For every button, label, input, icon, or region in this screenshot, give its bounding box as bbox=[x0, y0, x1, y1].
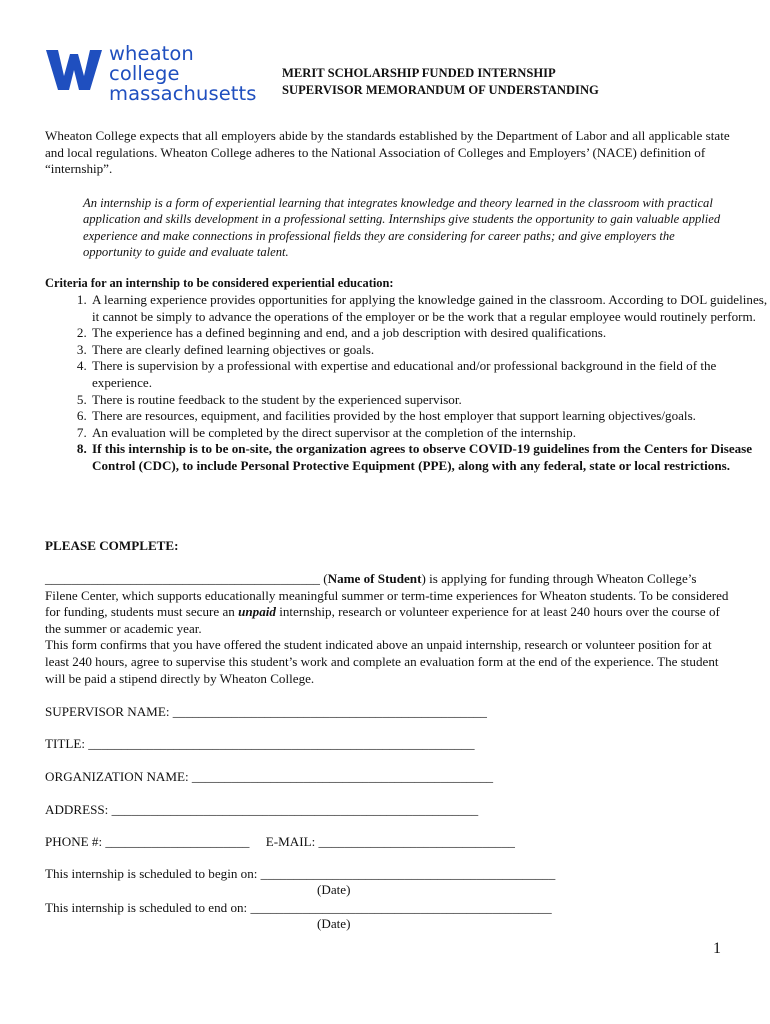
begin-date-field[interactable]: This internship is scheduled to begin on: _____________________________________________ bbox=[45, 866, 556, 881]
title-line-1: MERIT SCHOLARSHIP FUNDED INTERNSHIP bbox=[282, 66, 556, 80]
student-funding-paragraph: __________________________________________ (Name of Student) is applying for funding through Wheaton College’s Filene Center, which supports educationally meaningful summer or term-time experiences for Wheaton students. To be considered for funding, students must secure an unpaid internship, research or volunteer experience for at least 240 hours over the course of the summer or academic year. This form confirms that you have offered the student indicated above an unpaid internship, research or volunteer position for at least 240 hours, agree to supervise this student’s work and complete an evaluation form at the end of the experience. The student will be paid a stipend directly by Wheaton College. bbox=[45, 571, 729, 686]
criteria-item: 3. There are clearly defined learning objectives or goals. bbox=[90, 342, 770, 359]
criteria-item: 4. There is supervision by a professional with expertise and educational and/or professional background in the field of the experience. bbox=[90, 358, 770, 391]
criteria-list bbox=[45, 292, 770, 475]
begin-date-caption: (Date) bbox=[317, 882, 351, 897]
student-name-label: Name of Student bbox=[327, 571, 422, 586]
intro-paragraph: Wheaton College expects that all employers abide by the standards established by the Department of Labor and all applicable state and local regulations. Wheaton College adheres to the National Association of Colleges and Employers’ (NACE) definition of “internship”. bbox=[45, 128, 730, 177]
logo-line-massachusetts: massachusetts bbox=[109, 82, 257, 105]
criteria-heading: Criteria for an internship to be considered experiential education: bbox=[45, 276, 394, 290]
title-field[interactable]: TITLE: ___________________________________________________________ bbox=[45, 736, 475, 751]
wheaton-college-logo bbox=[46, 44, 276, 108]
unpaid-emphasis: unpaid bbox=[238, 604, 276, 620]
student-name-blank[interactable]: __________________________________________ bbox=[45, 571, 320, 586]
logo-line-college: college bbox=[109, 62, 180, 85]
page-number: 1 bbox=[713, 940, 721, 957]
wheaton-w-icon bbox=[46, 50, 102, 90]
document-title bbox=[282, 65, 599, 99]
funding-text-2: internship, research or volunteer experience for at least 240 hours over the course of the summer or academic year. bbox=[45, 604, 720, 636]
criteria-item-covid: 8. If this internship is to be on-site, the organization agrees to observe COVID-19 guidelines from the Centers for Disease Control (CDC), to include Personal Protective Equipment (PPE), along with any federal, state or local restrictions. bbox=[90, 441, 770, 474]
phone-field[interactable]: PHONE #: ______________________ bbox=[45, 834, 250, 849]
end-date-caption: (Date) bbox=[317, 916, 351, 931]
criteria-item: 1. A learning experience provides opportunities for applying the knowledge gained in the classroom. According to DOL guidelines, it cannot be simply to advance the operations of the employer or be the work that a regular employee would routinely perform. bbox=[90, 292, 770, 325]
organization-name-field[interactable]: ORGANIZATION NAME: ______________________________________________ bbox=[45, 769, 494, 784]
logo-wordmark bbox=[109, 44, 257, 104]
criteria-item: 6. There are resources, equipment, and facilities provided by the host employer that support learning objectives/goals. bbox=[90, 408, 770, 425]
title-line-2: SUPERVISOR MEMORANDUM OF UNDERSTANDING bbox=[282, 83, 599, 97]
logo-line-wheaton: wheaton bbox=[109, 42, 194, 65]
internship-definition-quote: An internship is a form of experiential learning that integrates knowledge and theory learned in the classroom with practical application and skills development in a professional setting. Internships give students the opportunity to gain valuable applied experience and make connections in professional fields they are considering for career paths; and give employers the opportunity to guide and evaluate talent. bbox=[83, 196, 721, 260]
phone-email-row bbox=[45, 834, 515, 850]
criteria-item: 5. There is routine feedback to the student by the experienced supervisor. bbox=[90, 392, 770, 409]
criteria-item: 2. The experience has a defined beginning and end, and a job description with desired qualifications. bbox=[90, 325, 770, 342]
email-field[interactable]: E-MAIL: ______________________________ bbox=[265, 834, 515, 849]
please-complete-heading: PLEASE COMPLETE: bbox=[45, 538, 179, 553]
supervisor-name-field[interactable]: SUPERVISOR NAME: ________________________________________________ bbox=[45, 704, 487, 719]
confirmation-text: This form confirms that you have offered the student indicated above an unpaid internship, research or volunteer position for at least 240 hours, agree to supervise this student’s work and complete an evaluation form at the end of the experience. The student will be paid a stipend directly by Wheaton College. bbox=[45, 637, 719, 686]
end-date-field[interactable]: This internship is scheduled to end on: ______________________________________________ bbox=[45, 900, 552, 915]
criteria-item: 7. An evaluation will be completed by the direct supervisor at the completion of the internship. bbox=[90, 425, 770, 442]
address-field[interactable]: ADDRESS: ________________________________________________________ bbox=[45, 802, 479, 817]
funding-text: ) is applying for funding through Wheaton College’s Filene Center, which supports educationally meaningful summer or term-time experiences for Wheaton students. To be considered for funding, students must secure an bbox=[45, 571, 729, 620]
